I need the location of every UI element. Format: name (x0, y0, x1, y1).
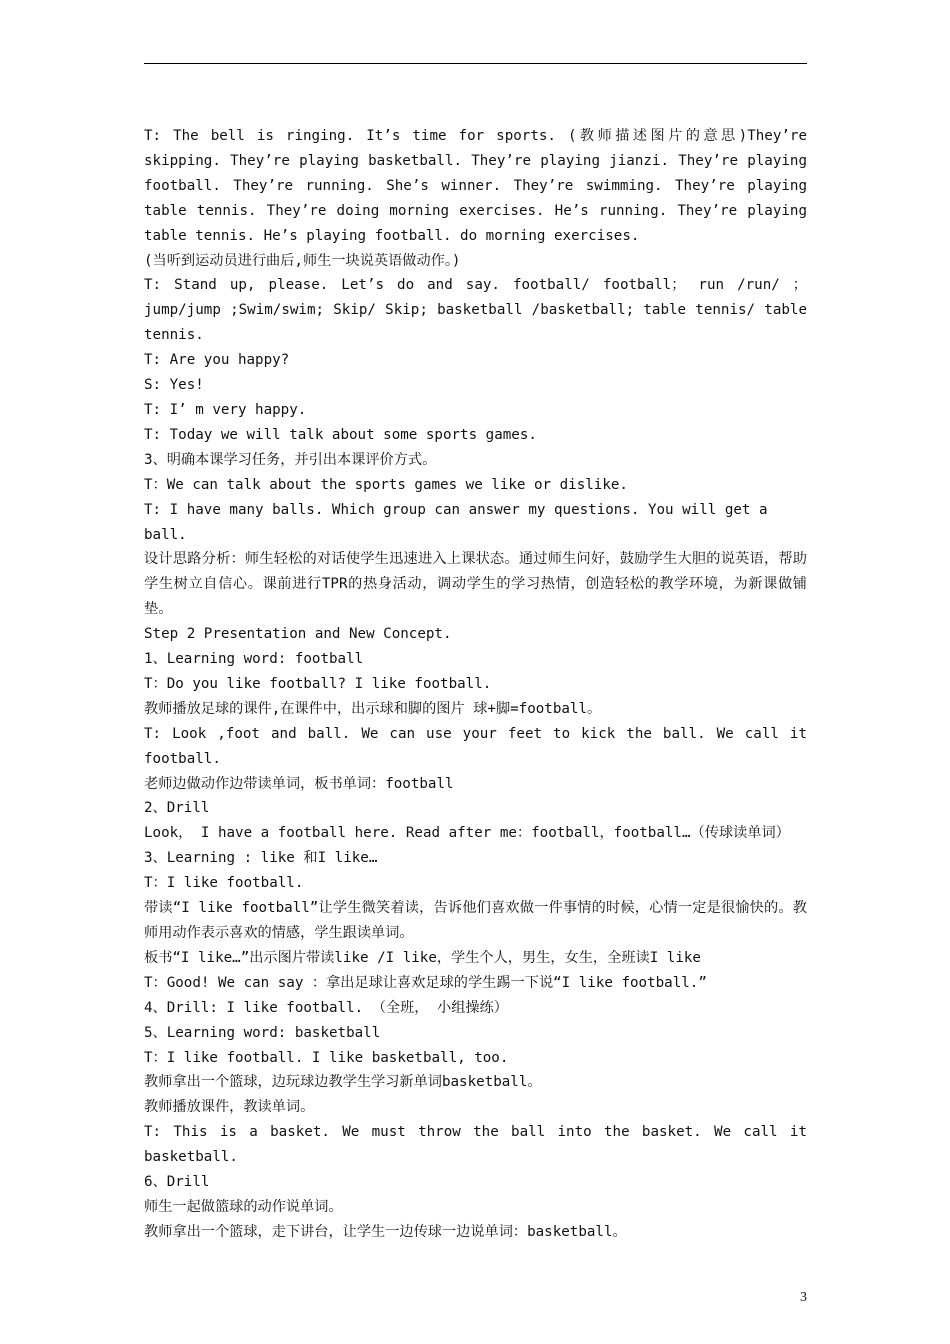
paragraph: T: I’ m very happy. (144, 401, 307, 418)
paragraph: 带读“I like football”让学生微笑着读，告诉他们喜欢做一件事情的时候，心情一定是很愉快的。教师用动作表示喜欢的情感，学生跟读单词。 (144, 900, 807, 941)
paragraph: T：We can talk about the sports games we like or dislike. (144, 476, 628, 493)
paragraph: T: Stand up, please. Let’s do and say. football/ football； run /run/ ；jump/jump ;Swim/swim; Skip/ Skip; basketball /basketball; table tennis/ table tennis. (144, 277, 807, 344)
paragraph: 板书“I like…”出示图片带读like /I like，学生个人，男生，女生，全班读I like (144, 949, 701, 966)
body-text (144, 124, 807, 1245)
section-heading: 5、Learning word: basketball (144, 1024, 381, 1041)
section-heading: 3、明确本课学习任务，并引出本课评价方式。 (144, 451, 437, 468)
section-heading: 1、Learning word: football (144, 651, 364, 668)
paragraph: T: Are you happy? (144, 352, 290, 369)
header-rule (144, 63, 807, 64)
paragraph: T: The bell is ringing. It’s time for sports. (教师描述图片的意思)They’re skipping. They’re playing basketball. They’re playing jianzi. They’re playing football. They’re running. She’s winner. They’re swimming. They’re playing table tennis. They’re doing morning exercises. He’s running. They’re playing table tennis. He’s playing football. do morning exercises. (144, 128, 807, 244)
paragraph: T：Good! We can say ：拿出足球让喜欢足球的学生踢一下说“I like football.” (144, 974, 707, 991)
paragraph: 教师播放足球的课件,在课件中，出示球和脚的图片 球+脚=football。 (144, 700, 602, 717)
paragraph: T：Do you like football? I like football. (144, 675, 492, 692)
paragraph: 教师拿出一个篮球，走下讲台，让学生一边传球一边说单词：basketball。 (144, 1223, 627, 1240)
paragraph: S: Yes! (144, 377, 204, 394)
step-heading: Step 2 Presentation and New Concept. (144, 626, 452, 643)
paragraph: 老师边做动作边带读单词，板书单词：football (144, 775, 454, 792)
paragraph: 教师播放课件，教读单词。 (144, 1099, 315, 1116)
paragraph: 设计思路分析：师生轻松的对话使学生迅速进入上课状态。通过师生问好，鼓励学生大胆的说英语，帮助学生树立自信心。课前进行TPR的热身活动，调动学生的学习热情，创造轻松的教学环境，为新课做铺垫。 (144, 551, 807, 618)
section-heading: 3、Learning : like 和I like… (144, 850, 378, 867)
paragraph: 师生一起做篮球的动作说单词。 (144, 1198, 343, 1215)
paragraph: (当听到运动员进行曲后,师生一块说英语做动作。) (144, 252, 461, 269)
page-number: 3 (800, 1290, 807, 1305)
paragraph: T: I have many balls. Which group can answer my questions. You will get a ball. (144, 501, 768, 543)
paragraph: T: Today we will talk about some sports games. (144, 426, 537, 443)
section-heading: 4、Drill: I like football. （全班， 小组操练） (144, 999, 508, 1016)
paragraph: T: This is a basket. We must throw the ball into the basket. We call it basketball. (144, 1124, 807, 1166)
section-heading: 2、Drill (144, 800, 210, 817)
paragraph: T：I like football. I like basketball, too. (144, 1049, 509, 1066)
section-heading: 6、Drill (144, 1174, 210, 1191)
paragraph: T：I like football. (144, 875, 304, 892)
paragraph: Look， I have a football here. Read after me：football，football…（传球读单词） (144, 825, 790, 842)
paragraph: T: Look ,foot and ball. We can use your feet to kick the ball. We call it football. (144, 725, 807, 767)
paragraph: 教师拿出一个篮球，边玩球边教学生学习新单词basketball。 (144, 1074, 542, 1091)
